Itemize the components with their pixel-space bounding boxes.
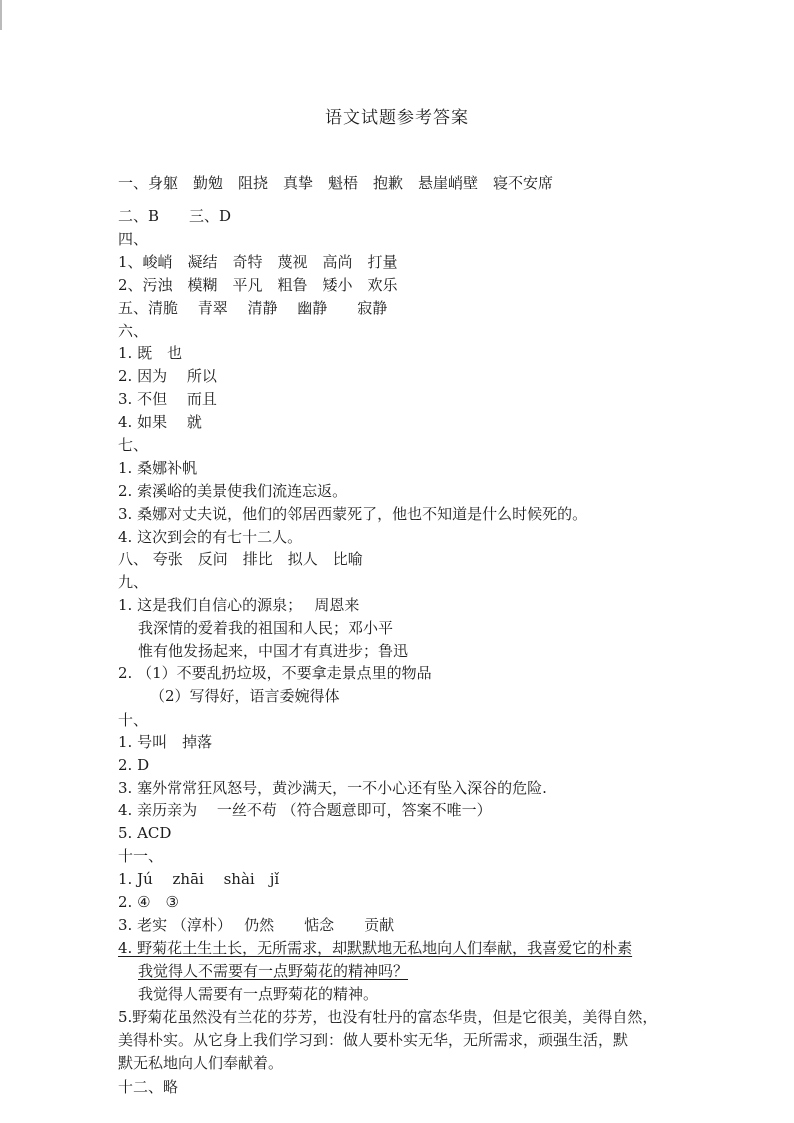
section-9-heading: 九、 (118, 573, 149, 591)
answer-11-1-pinyin: 1. Jú zhāi shài jǐ (118, 870, 280, 888)
answer-9-1a: 1. 这是我们自信心的源泉； 周恩来 (118, 596, 360, 614)
section-11-heading: 十一、 (118, 847, 164, 865)
answer-10-4: 4. 亲历亲为 一丝不苟 （符合题意即可，答案不唯一） (118, 801, 492, 819)
page-title: 语文试题参考答案 (325, 108, 469, 128)
answer-9-2a: 2. （1）不要乱扔垃圾，不要拿走景点里的物品 (118, 664, 432, 682)
answer-6-3: 3. 不但 而且 (118, 390, 217, 408)
answer-7-1: 1. 桑娜补帆 (118, 459, 198, 477)
scan-edge-mark (0, 0, 2, 30)
section-10-heading: 十、 (118, 711, 149, 729)
answer-6-4: 4. 如果 就 (118, 413, 202, 431)
answer-6-1: 1. 既 也 (118, 344, 183, 362)
answer-4-1: 1、峻峭 凝结 奇特 蔑视 高尚 打量 (118, 253, 398, 271)
answer-8: 八、 夸张 反问 排比 拟人 比喻 (118, 550, 363, 568)
answer-11-3: 3. 老实 （淳朴） 仍然 惦念 贡献 (118, 916, 395, 934)
answer-10-3: 3. 塞外常常狂风怒号，黄沙满天，一不小心还有坠入深谷的危险. (118, 779, 547, 797)
answer-4-2: 2、污浊 模糊 平凡 粗鲁 矮小 欢乐 (118, 276, 398, 294)
answer-7-3: 3. 桑娜对丈夫说，他们的邻居西蒙死了，他也不知道是什么时候死的。 (118, 505, 588, 523)
answer-1-words: 一、身躯 勤勉 阻挠 真挚 魁梧 抱歉 悬崖峭壁 寝不安席 (118, 174, 554, 192)
answer-11-5c: 默无私地向人们奉献着。 (118, 1054, 284, 1072)
section-4-heading: 四、 (118, 230, 149, 248)
answer-10-1: 1. 号叫 掉落 (118, 733, 213, 751)
answer-12: 十二、略 (118, 1078, 179, 1096)
answer-11-4b: 我觉得人不需要有一点野菊花的精神吗？ (138, 962, 409, 980)
section-7-heading: 七、 (118, 436, 149, 454)
answer-11-5a: 5.野菊花虽然没有兰花的芬芳，也没有牡丹的富态华贵，但是它很美，美得自然， (118, 1008, 658, 1026)
answer-9-2b: （2）写得好，语言委婉得体 (150, 687, 340, 705)
answer-10-2: 2. D (118, 756, 150, 774)
answer-11-4a: 4. 野菊花土生土长，无所需求，却默默地无私地向人们奉献，我喜爱它的朴素 (118, 939, 633, 957)
answer-11-4c: 我觉得人需要有一点野菊花的精神。 (138, 985, 379, 1003)
answer-6-2: 2. 因为 所以 (118, 367, 217, 385)
answer-2-3: 二、B 三、D (118, 207, 232, 225)
answer-11-5b: 美得朴实。从它身上我们学习到：做人要朴实无华，无所需求，顽强生活，默 (118, 1031, 629, 1049)
section-6-heading: 六、 (118, 322, 149, 340)
answer-5: 五、清脆 青翠 清静 幽静 寂静 (118, 299, 388, 317)
answer-11-2: 2. ④ ③ (118, 893, 179, 911)
answer-7-4: 4. 这次到会的有七十二人。 (118, 528, 303, 546)
answer-10-5: 5. ACD (118, 824, 172, 842)
answer-9-1b: 我深情的爱着我的祖国和人民；邓小平 (138, 619, 394, 637)
answer-9-1c: 惟有他发扬起来，中国才有真进步；鲁迅 (138, 642, 409, 660)
answer-7-2: 2. 索溪峪的美景使我们流连忘返。 (118, 482, 348, 500)
